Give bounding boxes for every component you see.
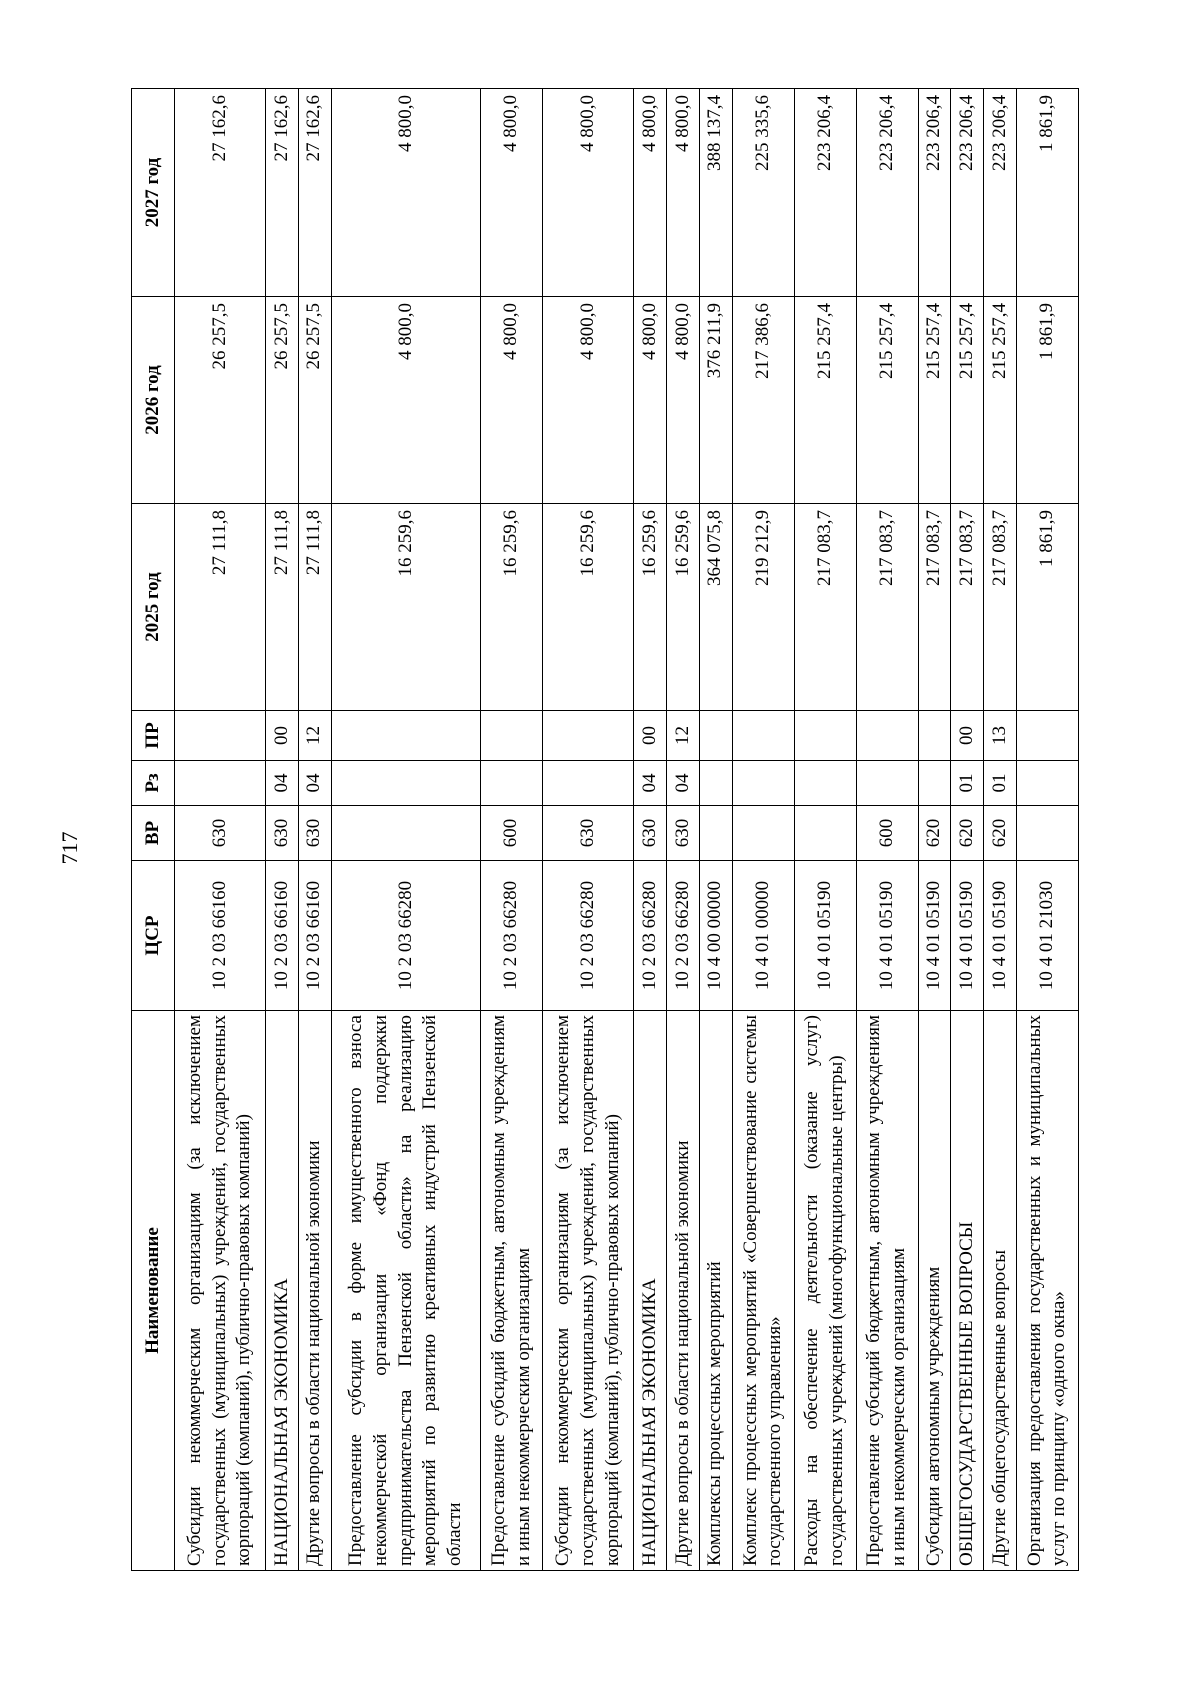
row-name: Предоставление субсидий бюджетным, автономным учреждениям и иным некоммерческим организациям xyxy=(856,1011,918,1571)
row-2026: 215 257,4 xyxy=(984,297,1017,504)
row-pr xyxy=(543,711,634,761)
row-csr: 10 2 03 66160 xyxy=(175,861,266,1011)
row-csr: 10 4 00 00000 xyxy=(699,861,732,1011)
row-2026: 4 800,0 xyxy=(667,297,700,504)
row-2025: 217 083,7 xyxy=(856,504,918,711)
row-2026: 4 800,0 xyxy=(543,297,634,504)
row-vr: 620 xyxy=(984,806,1017,861)
row-rz: 04 xyxy=(667,761,700,806)
row-rz xyxy=(918,761,951,806)
header-2025: 2025 год xyxy=(132,504,175,711)
row-pr xyxy=(699,711,732,761)
row-2026: 4 800,0 xyxy=(331,297,481,504)
row-pr xyxy=(331,711,481,761)
row-vr: 630 xyxy=(543,806,634,861)
row-vr xyxy=(1016,806,1078,861)
row-2027: 223 206,4 xyxy=(984,89,1017,297)
row-2026: 215 257,4 xyxy=(794,297,856,504)
row-2025: 364 075,8 xyxy=(699,504,732,711)
row-2026: 376 211,9 xyxy=(699,297,732,504)
table-row xyxy=(951,89,984,1571)
table-row xyxy=(1016,89,1078,1571)
row-2027: 223 206,4 xyxy=(794,89,856,297)
row-name: Другие вопросы в области национальной экономики xyxy=(298,1011,331,1571)
row-2026: 217 386,6 xyxy=(732,297,794,504)
row-vr xyxy=(794,806,856,861)
row-csr: 10 4 01 05190 xyxy=(951,861,984,1011)
row-csr: 10 4 01 05190 xyxy=(794,861,856,1011)
row-csr: 10 4 01 00000 xyxy=(732,861,794,1011)
table-row xyxy=(667,89,700,1571)
row-2026: 1 861,9 xyxy=(1016,297,1078,504)
row-rz: 01 xyxy=(984,761,1017,806)
row-2026: 26 257,5 xyxy=(266,297,299,504)
row-2025: 217 083,7 xyxy=(951,504,984,711)
header-rz: Рз xyxy=(132,761,175,806)
row-2026: 4 800,0 xyxy=(634,297,667,504)
row-vr: 630 xyxy=(667,806,700,861)
row-2025: 27 111,8 xyxy=(298,504,331,711)
row-2025: 217 083,7 xyxy=(984,504,1017,711)
row-name: Субсидии автономным учреждениям xyxy=(918,1011,951,1571)
row-rz xyxy=(732,761,794,806)
row-name: Комплекс процессных мероприятий «Совершенствование системы государственного управления» xyxy=(732,1011,794,1571)
row-name: Комплексы процессных мероприятий xyxy=(699,1011,732,1571)
row-vr xyxy=(331,806,481,861)
row-csr: 10 4 01 05190 xyxy=(918,861,951,1011)
table-row xyxy=(699,89,732,1571)
table-row xyxy=(634,89,667,1571)
row-name: ОБЩЕГОСУДАРСТВЕННЫЕ ВОПРОСЫ xyxy=(951,1011,984,1571)
row-2027: 1 861,9 xyxy=(1016,89,1078,297)
row-rz: 04 xyxy=(634,761,667,806)
row-2025: 27 111,8 xyxy=(175,504,266,711)
row-name: Расходы на обеспечение деятельности (оказание услуг) государственных учреждений (многофункциональные центры) xyxy=(794,1011,856,1571)
row-csr: 10 2 03 66280 xyxy=(481,861,543,1011)
row-vr xyxy=(699,806,732,861)
row-name: Предоставление субсидии в форме имущественного взноса некоммерческой организации «Фонд поддержки предпринимательства Пензенской области» на реализацию мероприятий по развитию креативных индустрий Пензенской области xyxy=(331,1011,481,1571)
row-2025: 1 861,9 xyxy=(1016,504,1078,711)
budget-table xyxy=(131,88,1079,1571)
header-2026: 2026 год xyxy=(132,297,175,504)
row-name: Субсидии некоммерческим организациям (за исключением государственных (муниципальных) учреждений, государственных корпораций (компаний), публично-правовых компаний) xyxy=(543,1011,634,1571)
row-vr: 620 xyxy=(951,806,984,861)
row-vr: 630 xyxy=(175,806,266,861)
row-name: Другие вопросы в области национальной экономики xyxy=(667,1011,700,1571)
row-2027: 4 800,0 xyxy=(543,89,634,297)
row-pr xyxy=(918,711,951,761)
header-2027: 2027 год xyxy=(132,89,175,297)
table-row xyxy=(732,89,794,1571)
row-name: НАЦИОНАЛЬНАЯ ЭКОНОМИКА xyxy=(266,1011,299,1571)
row-pr: 00 xyxy=(634,711,667,761)
row-rz: 04 xyxy=(266,761,299,806)
row-2027: 4 800,0 xyxy=(667,89,700,297)
header-vr: ВР xyxy=(132,806,175,861)
row-pr: 00 xyxy=(951,711,984,761)
row-name: Другие общегосударственные вопросы xyxy=(984,1011,1017,1571)
table-row xyxy=(918,89,951,1571)
row-2027: 4 800,0 xyxy=(481,89,543,297)
row-csr: 10 4 01 05190 xyxy=(856,861,918,1011)
row-2025: 16 259,6 xyxy=(481,504,543,711)
table-row xyxy=(856,89,918,1571)
row-pr: 12 xyxy=(298,711,331,761)
row-2025: 16 259,6 xyxy=(543,504,634,711)
row-name: НАЦИОНАЛЬНАЯ ЭКОНОМИКА xyxy=(634,1011,667,1571)
row-pr xyxy=(1016,711,1078,761)
row-csr: 10 4 01 21030 xyxy=(1016,861,1078,1011)
table-row xyxy=(481,89,543,1571)
row-2027: 223 206,4 xyxy=(856,89,918,297)
row-csr: 10 2 03 66280 xyxy=(331,861,481,1011)
row-2027: 388 137,4 xyxy=(699,89,732,297)
row-vr: 630 xyxy=(634,806,667,861)
row-csr: 10 2 03 66160 xyxy=(266,861,299,1011)
row-2026: 215 257,4 xyxy=(951,297,984,504)
row-pr: 12 xyxy=(667,711,700,761)
table-header-row xyxy=(132,89,175,1571)
table-row xyxy=(266,89,299,1571)
row-2027: 223 206,4 xyxy=(951,89,984,297)
row-2027: 27 162,6 xyxy=(298,89,331,297)
row-2025: 217 083,7 xyxy=(794,504,856,711)
table-row xyxy=(984,89,1017,1571)
header-csr: ЦСР xyxy=(132,861,175,1011)
row-vr: 630 xyxy=(298,806,331,861)
row-pr xyxy=(856,711,918,761)
row-2027: 27 162,6 xyxy=(175,89,266,297)
row-pr: 00 xyxy=(266,711,299,761)
row-2025: 27 111,8 xyxy=(266,504,299,711)
row-2026: 215 257,4 xyxy=(856,297,918,504)
row-csr: 10 2 03 66280 xyxy=(667,861,700,1011)
row-rz xyxy=(856,761,918,806)
row-2027: 27 162,6 xyxy=(266,89,299,297)
row-name: Субсидии некоммерческим организациям (за исключением государственных (муниципальных) учреждений, государственных корпораций (компаний), публично-правовых компаний) xyxy=(175,1011,266,1571)
row-vr: 620 xyxy=(918,806,951,861)
row-vr: 600 xyxy=(856,806,918,861)
row-name: Организация предоставления государственных и муниципальных услуг по принципу «одного окна» xyxy=(1016,1011,1078,1571)
row-2026: 4 800,0 xyxy=(481,297,543,504)
row-rz xyxy=(699,761,732,806)
row-pr xyxy=(794,711,856,761)
table-row xyxy=(175,89,266,1571)
row-2026: 215 257,4 xyxy=(918,297,951,504)
row-rz xyxy=(543,761,634,806)
row-2027: 225 335,6 xyxy=(732,89,794,297)
table-row xyxy=(331,89,481,1571)
row-2026: 26 257,5 xyxy=(175,297,266,504)
row-rz xyxy=(1016,761,1078,806)
row-pr xyxy=(732,711,794,761)
row-2025: 16 259,6 xyxy=(667,504,700,711)
row-rz xyxy=(794,761,856,806)
budget-table-container xyxy=(131,89,1079,1571)
row-rz xyxy=(175,761,266,806)
row-rz: 01 xyxy=(951,761,984,806)
row-pr xyxy=(175,711,266,761)
row-csr: 10 2 03 66280 xyxy=(543,861,634,1011)
row-pr: 13 xyxy=(984,711,1017,761)
page-number: 717 xyxy=(57,831,82,865)
row-pr xyxy=(481,711,543,761)
row-vr: 630 xyxy=(266,806,299,861)
row-csr: 10 2 03 66280 xyxy=(634,861,667,1011)
row-2027: 4 800,0 xyxy=(634,89,667,297)
row-2025: 16 259,6 xyxy=(634,504,667,711)
row-2025: 16 259,6 xyxy=(331,504,481,711)
row-2025: 219 212,9 xyxy=(732,504,794,711)
row-name: Предоставление субсидий бюджетным, автономным учреждениям и иным некоммерческим организациям xyxy=(481,1011,543,1571)
table-row xyxy=(298,89,331,1571)
row-rz: 04 xyxy=(298,761,331,806)
row-2025: 217 083,7 xyxy=(918,504,951,711)
table-row xyxy=(543,89,634,1571)
row-csr: 10 4 01 05190 xyxy=(984,861,1017,1011)
row-csr: 10 2 03 66160 xyxy=(298,861,331,1011)
row-2026: 26 257,5 xyxy=(298,297,331,504)
row-vr xyxy=(732,806,794,861)
row-2027: 223 206,4 xyxy=(918,89,951,297)
header-pr: ПР xyxy=(132,711,175,761)
row-vr: 600 xyxy=(481,806,543,861)
row-rz xyxy=(331,761,481,806)
table-row xyxy=(794,89,856,1571)
header-name: Наименование xyxy=(132,1011,175,1571)
row-rz xyxy=(481,761,543,806)
row-2027: 4 800,0 xyxy=(331,89,481,297)
